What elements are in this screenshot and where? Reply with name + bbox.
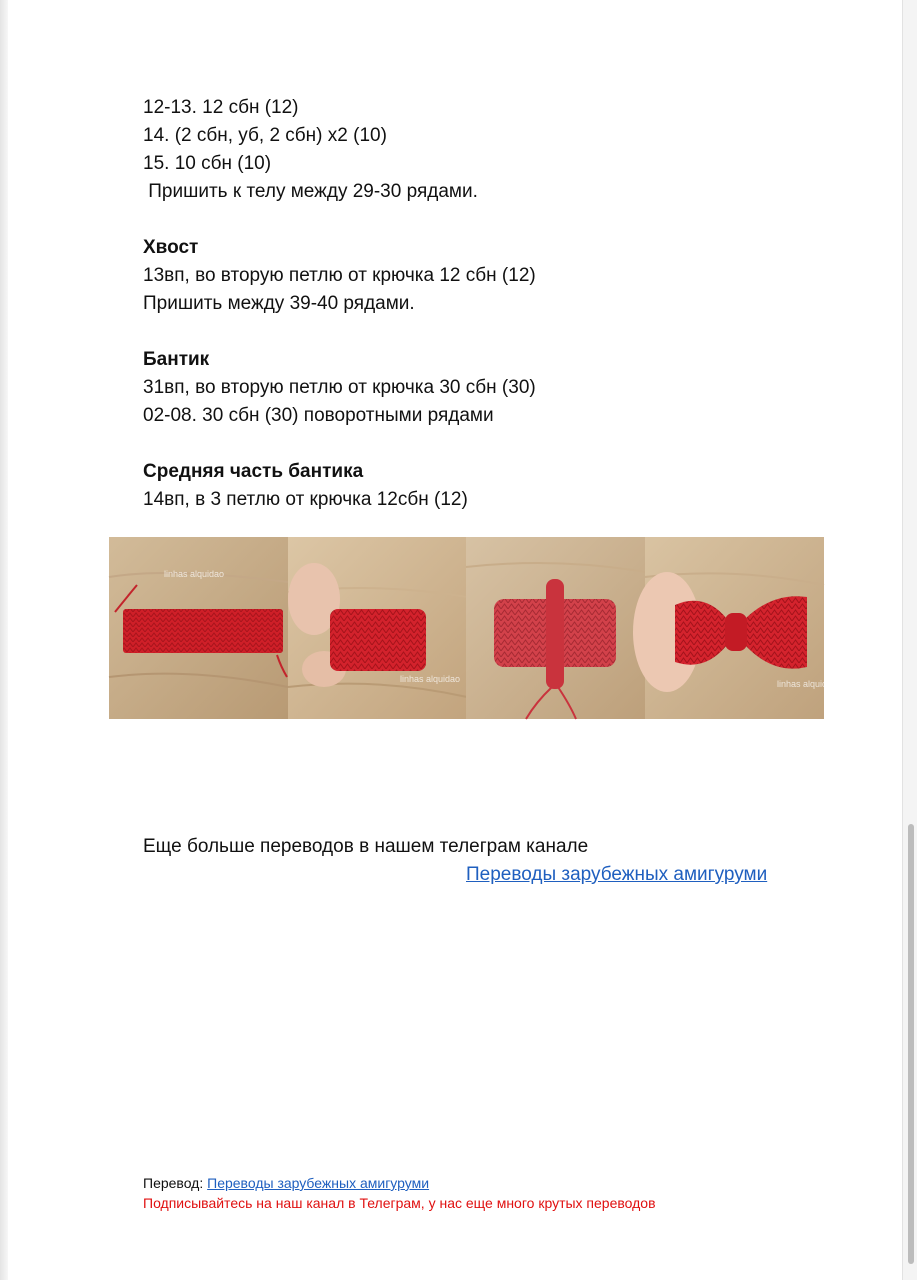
pattern-row-14: 14. (2 сбн, уб, 2 сбн) x2 (10) — [143, 125, 387, 146]
tail-line-1: 13вп, во вторую петлю от крючка 12 сбн (12) — [143, 265, 536, 286]
document-page — [8, 0, 903, 1280]
scrollbar-thumb[interactable] — [908, 824, 914, 1264]
watermark-text: linhas alquidao — [776, 679, 837, 689]
tail-line-2: Пришить между 39-40 рядами. — [143, 293, 415, 314]
page-left-edge — [0, 0, 8, 1280]
pattern-row-12-13: 12-13. 12 сбн (12) — [143, 97, 299, 118]
center-band-photo — [466, 537, 645, 719]
watermark-text: linhas alquidao — [164, 569, 225, 579]
pattern-sew-note: Пришить к телу между 29-30 рядами. — [143, 181, 478, 202]
translation-label: Перевод: — [143, 1175, 208, 1191]
tail-heading: Хвост — [143, 237, 199, 258]
watermark-text: linhas alquidao — [399, 674, 460, 684]
finished-bow-photo — [645, 537, 837, 719]
bow-line-1: 31вп, во вторую петлю от крючка 30 сбн (30) — [143, 377, 536, 398]
subscribe-note: Подписывайтесь на наш канал в Телеграм, у нас еще много крутых переводов — [143, 1195, 656, 1211]
telegram-channel-link[interactable]: Переводы зарубежных амигуруми — [466, 864, 768, 885]
bow-middle-heading: Средняя часть бантика — [143, 461, 364, 482]
bow-heading: Бантик — [143, 349, 210, 370]
bow-line-2: 02-08. 30 сбн (30) поворотными рядами — [143, 405, 494, 426]
translation-link[interactable]: Переводы зарубежных амигуруми — [207, 1175, 430, 1191]
pattern-row-15: 15. 10 сбн (10) — [143, 153, 272, 174]
crochet-strip-photo — [109, 537, 288, 719]
promo-text: Еще больше переводов в нашем телеграм канале — [143, 836, 589, 857]
folded-rectangle-photo — [288, 537, 467, 719]
translation-credit — [143, 1174, 429, 1192]
bow-middle-line-1: 14вп, в 3 петлю от крючка 12сбн (12) — [143, 489, 468, 510]
photo-strip — [109, 537, 837, 719]
